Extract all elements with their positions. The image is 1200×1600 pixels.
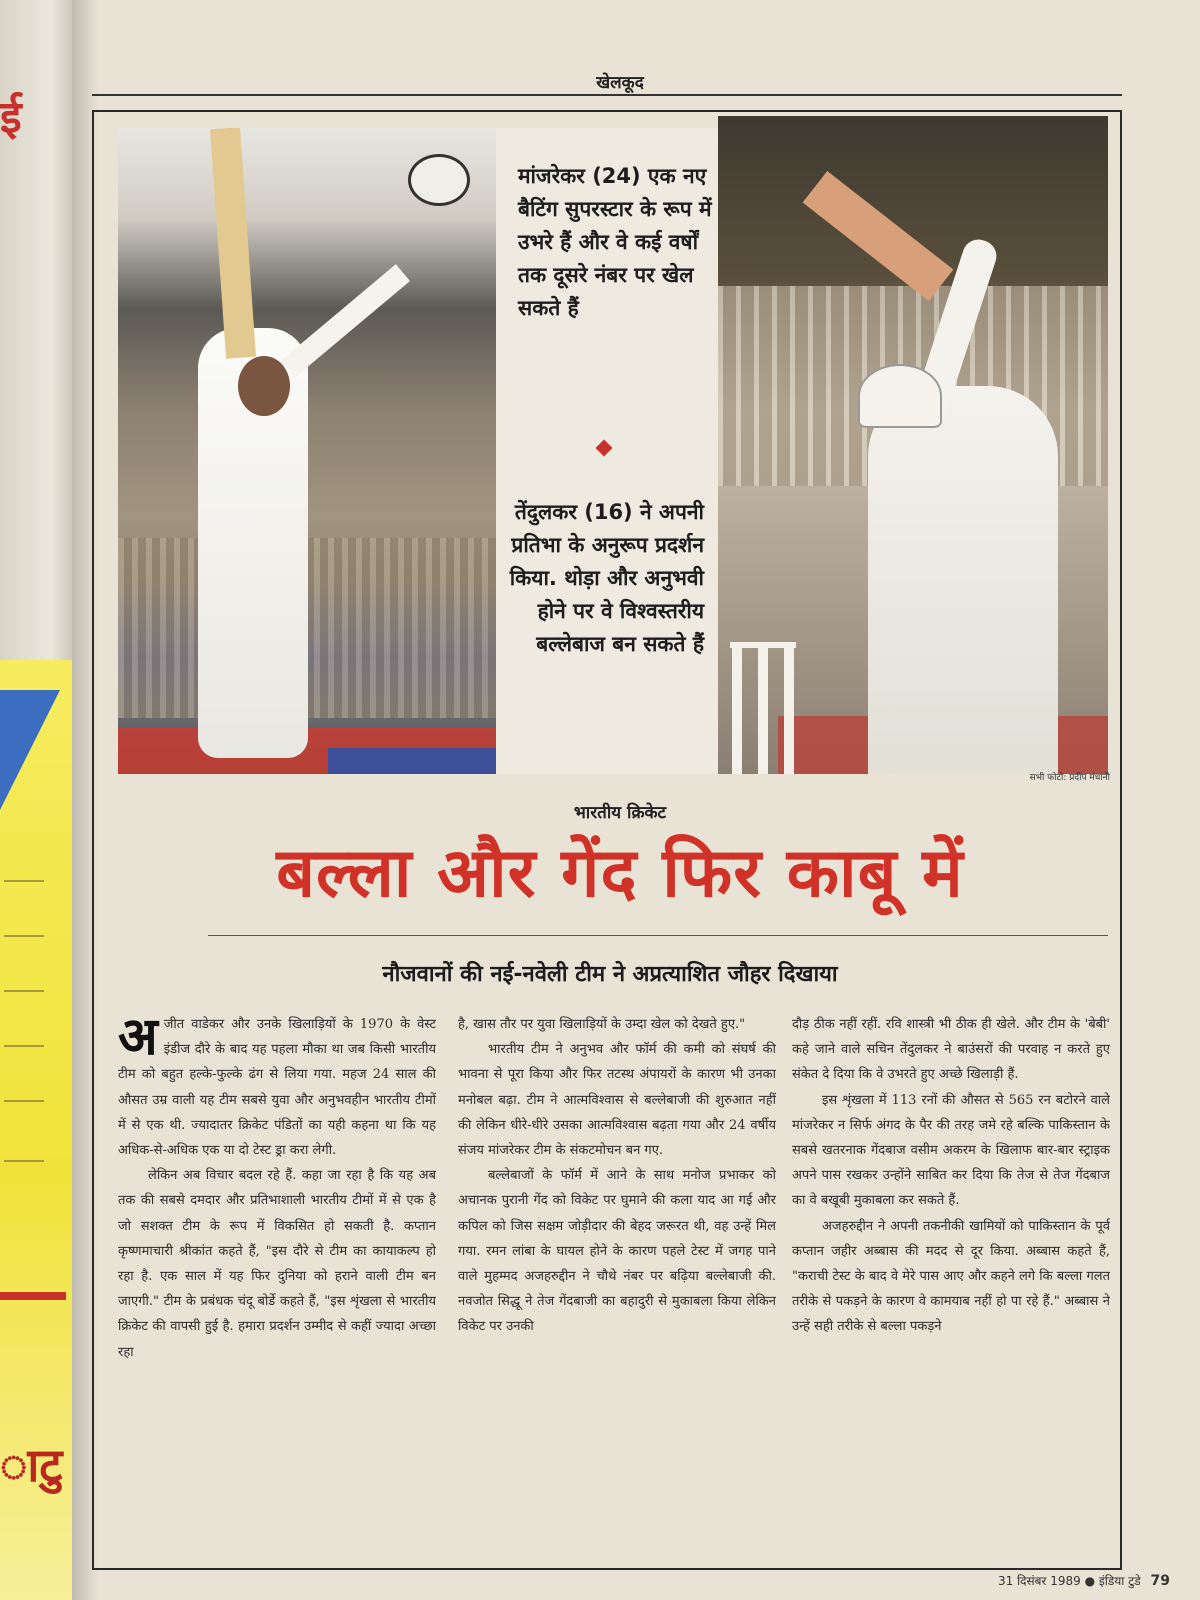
caption-manjrekar: मांजरेकर (24) एक नए बैटिंग सुपरस्टार के रूप में उभरे हैं और वे कई वर्षों तक दूसरे नंबर पर खेल सकते हैं [518,164,712,320]
raised-bat [210,128,256,359]
article-kicker: भारतीय क्रिकेट [573,803,667,823]
advertisement-brand-mark: ाटु [0,1438,63,1492]
magazine-name: इंडिया टुडे [1098,1574,1141,1588]
header-rule [92,94,1122,96]
stump [758,646,768,774]
footer-bullet: ● [1084,1574,1099,1588]
advertisement-text-line [4,990,44,992]
stump [732,646,742,774]
photo-advertising-board [328,748,496,774]
article-paragraph: है, खास तौर पर युवा खिलाड़ियों के उम्दा खेल को देखते हुए." [458,1017,746,1032]
stump [784,646,794,774]
photo-tendulkar [718,116,1108,774]
advertisement-red-bar [0,1292,66,1300]
article-subhead: नौजवानों की नई-नवेली टीम ने अप्रत्याशित जौहर दिखाया [382,962,838,987]
advertisement-text-line [4,1100,44,1102]
headline-rule [208,935,1108,936]
advertisement-text-line [4,880,44,882]
article-column-1 [118,1012,436,1542]
article-paragraph: बल्लेबाजों के फॉर्म में आने के साथ मनोज प्रभाकर को अचानक पुरानी गेंद को विकेट पर घुमाने की कला याद आ गई और कपिल को जिस सक्षम जोड़ीदार की बेहद जरूरत थी, वह उन्हें मिल गया. रमन लांबा के घायल होने के कारण पहले टेस्ट में जगह पाने वाले मुहम्मद अजहरुद्दीन ने चौथे नंबर पर बढ़िया बल्लेबाजी की. नवजोत सिद्धू ने तेज गेंदबाजी का बहादुरी से मुकाबला किया लेकिन विकेट पर उनकी [458,1168,776,1335]
page-footer [840,1572,1170,1589]
advertisement-text-line [4,1045,44,1047]
photo-manjrekar [118,128,496,774]
article-column-2 [458,1012,776,1542]
previous-page-red-glyph: ई [0,92,22,143]
article-paragraph [118,1012,436,1163]
article-paragraph: भारतीय टीम ने अनुभव और फॉर्म की कमी को संघर्ष की भावना से पूरा किया और फिर तटस्थ अंपायरों के कारण भी उनका मनोबल बढ़ा. टीम ने आत्मविश्वास से बल्लेबाजी की शुरुआत नहीं की लेकिन धीरे-धीरे उसका आत्मविश्वास बढ़ता गया और 24 वर्षीय संजय मांजरेकर टीम के संकटमोचन बन गए. [458,1042,776,1159]
article-column-3 [792,1012,1110,1542]
advertisement-text-line [4,1160,44,1162]
article-headline: बल्ला और गेंद फिर काबू में [276,834,964,913]
article-paragraph: लेकिन अब विचार बदल रहे हैं. कहा जा रहा है कि यह अब तक की सबसे दमदार और प्रतिभाशाली भारतीय टीमों में से एक है जो सशक्त टीम के रूप में विकसित हो सकती है. कप्तान कृष्णमाचारी श्रीकांत कहते हैं, "इस दौरे से टीम का कायाकल्प हो रहा है. एक साल में यह फिर दुनिया को हराने वाली टीम बन जाएगी." टीम के प्रबंधक चंदू बोर्डे कहते हैं, "इस शृंखला से भारतीय क्रिकेट की वापसी हुई है. हमारा प्रदर्शन उम्मीद से कहीं ज्यादा अच्छा रहा [118,1168,436,1360]
swinging-bat [803,171,954,301]
advertisement-text-line [4,935,44,937]
photo-credit: सभी फोटो: प्रदीप मंधानी [1029,773,1110,783]
batsman-head [238,356,290,416]
bails [730,642,796,648]
article-paragraph: अजहरुद्दीन ने अपनी तकनीकी खामियों को पाकिस्तान के पूर्व कप्तान जहीर अब्बास की मदद से दूर किया. अब्बास कहते हैं, "कराची टेस्ट के बाद वे मेरे पास आए और कहने लगे कि बल्ला गलत तरीके से पकड़ने के कारण वे कामयाब नहीं हो पा रहे हैं." अब्बास ने उन्हें सही तरीके से बल्ला पकड़ने [792,1218,1110,1335]
section-label: खेलकूद [596,73,644,93]
advertisement-blue-shape [0,690,60,810]
batsman-figure [868,386,1058,774]
batsman-helmet [858,364,942,428]
paragraph-text: जीत वाडेकर और उनके खिलाड़ियों के 1970 के वेस्ट इंडीज दौरे के बाद यह पहला मौका था जब किसी भारतीय टीम को बहुत हल्के-फुल्के ढंग से लिया गया. महज 24 साल की औसत उम्र वाली यह टीम सबसे युवा और अनुभवहीन भारतीय टीमों में से एक थी. ज्यादातर क्रिकेट पंडितों का यही कहना था कि यह अधिक-से-अधिक एक या दो टेस्ट ड्रा करा लेगी. [118,1017,436,1159]
raised-arm [281,264,410,377]
article-paragraph: दौड़ ठीक नहीं रहीं. रवि शास्त्री भी ठीक ही खेले. और टीम के 'बेबी' कहे जाने वाले सचिन तेंदुलकर ने बाउंसरों की परवाह न करते हुए संकेत दे दिया कि वे उभरते हुए अच्छे खिलाड़ी हैं. [792,1017,1110,1083]
issue-date: 31 दिसंबर 1989 [997,1574,1081,1588]
article-paragraph: इस शृंखला में 113 रनों की औसत से 565 रन बटोरने वाले मांजरेकर न सिर्फ अंगद के पैर की तरह जमे रहे बल्कि पाकिस्तान के सबसे खतरनाक गेंदबाज वसीम अकरम के खिलाफ बार-बार स्ट्राइक अपने पास रखकर उन्होंने साबित कर दिया कि तेज से तेज गेंदबाज का वे बखूबी मुकाबला कर सकते हैं. [792,1092,1110,1209]
caption-tendulkar: तेंदुलकर (16) ने अपनी प्रतिभा के अनुरूप प्रदर्शन किया. थोड़ा और अनुभवी होने पर वे विश्वस्तरीय बल्लेबाज बन सकते हैं [509,500,704,656]
page-number: 79 [1150,1573,1170,1589]
raised-helmet [408,154,470,206]
drop-cap: अ [118,1012,158,1067]
